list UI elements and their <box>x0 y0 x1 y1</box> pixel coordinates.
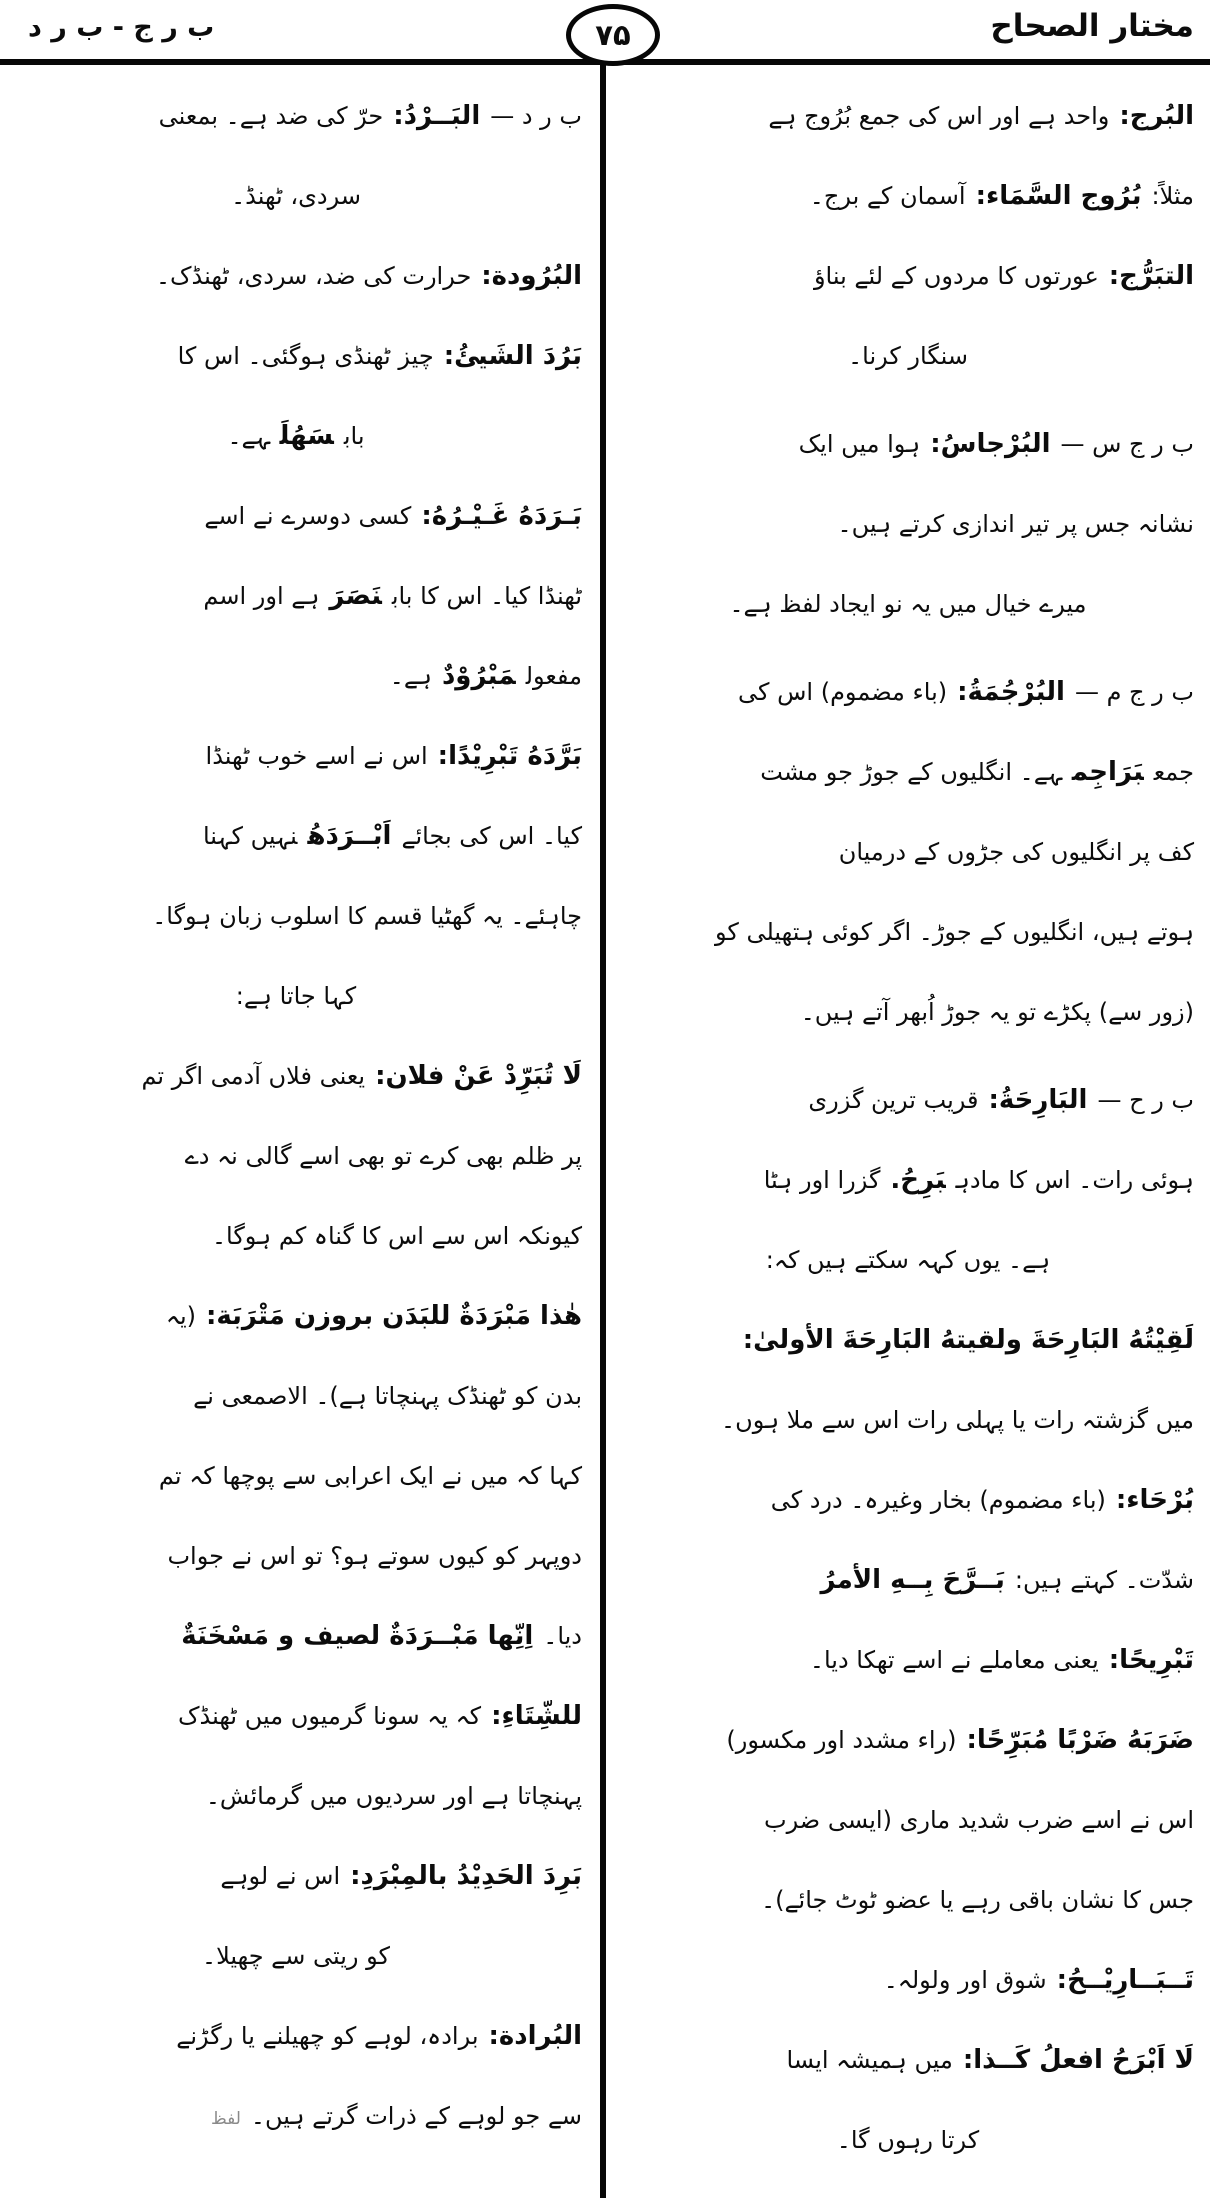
definition-text: عورتوں کا مردوں کے لئے بناؤ <box>813 262 1099 290</box>
definition-text: اس نے اسے خوب ٹھنڈا <box>205 742 428 770</box>
text-line <box>6 796 586 876</box>
line-prefix-text: کیا۔ اس کی بجائے <box>401 822 582 850</box>
definition-text: کہ یہ سونا گرمیوں میں ٹھنڈک <box>178 1702 482 1730</box>
text-line <box>618 156 1198 236</box>
text-line <box>618 236 1198 316</box>
text-line <box>618 732 1198 812</box>
text-line <box>6 236 586 316</box>
headword: بَرِحُ. <box>890 1165 946 1195</box>
headword: بَـرَدَهُ غَـيْـرُهُ: <box>421 501 582 531</box>
definition-text: کرتا رہوں گا۔ <box>836 2126 980 2154</box>
text-line <box>618 812 1198 892</box>
definition-text: یعنی معاملے نے اسے تھکا دیا۔ <box>809 1646 1099 1674</box>
headword: لَا تُبَرِّدْ عَنْ فلان: <box>375 1061 582 1091</box>
text-line <box>6 1836 586 1916</box>
headword: بَــرَّحَ بِــهِ الأمرُ <box>820 1565 1005 1595</box>
definition-text: سے جو لوہے کے ذرات گرتے ہیں۔ <box>250 2102 582 2130</box>
definition-text: (زور سے) پکڑے تو یہ جوڑ اُبھر آتے ہیں۔ <box>800 998 1194 1026</box>
headword: تَبْرِيحًا: <box>1108 1645 1194 1675</box>
line-prefix-text: مثلاً: <box>1151 182 1194 210</box>
text-line <box>618 1860 1198 1940</box>
text-line <box>618 1140 1198 1220</box>
headword: اَبْــرَدَهُ <box>307 821 392 851</box>
text-line <box>6 1196 586 1276</box>
text-line <box>618 1060 1198 1140</box>
line-prefix-text: جمع <box>1153 758 1194 786</box>
text-line <box>618 2020 1198 2100</box>
definition-text: (راء مشدد اور مکسور) <box>726 1726 957 1754</box>
definition-text: چیز ٹھنڈی ہوگئی۔ اس کا <box>177 342 434 370</box>
text-line <box>618 1300 1198 1380</box>
headword: البُرُودة: <box>481 261 582 291</box>
headword: بَرِدَ الحَدِيْدُ بالمِبْرَدِ: <box>350 1861 582 1891</box>
definition-text: حرّ کی ضد ہے۔ بمعنی <box>158 102 384 130</box>
line-prefix-text: ہوئی رات۔ اس کا مادہ <box>955 1166 1194 1194</box>
text-line <box>6 1436 586 1516</box>
definition-text: اس نے لوہے <box>220 1862 341 1890</box>
headword: البُرج: <box>1119 101 1194 131</box>
definition-text: کہا کہ میں نے ایک اعرابی سے پوچھا کہ تم <box>158 1462 582 1490</box>
line-prefix-text: مفعول <box>525 662 582 690</box>
headword: هٰذا مَبْرَدَةٌ للبَدَن بروزن مَتْرَبَة: <box>205 1301 582 1331</box>
text-line <box>6 476 586 556</box>
definition-text: واحد ہے اور اس کی جمع بُرُوج ہے <box>768 102 1110 130</box>
text-line <box>618 404 1198 484</box>
text-line <box>6 716 586 796</box>
text-line <box>618 1380 1198 1460</box>
definition-text: ہے۔ <box>389 662 432 690</box>
text-line <box>6 1996 586 2076</box>
definition-text: یعنی فلاں آدمی اگر تم <box>141 1062 366 1090</box>
text-line <box>6 316 586 396</box>
text-line <box>618 564 1198 644</box>
text-line <box>618 316 1198 396</box>
entry-range: ب ر ج - ب ر د <box>28 12 215 43</box>
headword: مَبْرُوْدٌ <box>441 661 516 691</box>
text-line <box>618 1780 1198 1860</box>
headword: البُرْجُمَةُ: <box>957 677 1065 707</box>
line-prefix-text: دیا۔ <box>543 1622 582 1650</box>
definition-text: ہے۔ انگلیوں کے جوڑ جو مشت <box>760 758 1062 786</box>
text-line <box>6 1356 586 1436</box>
page-number: ۷۵ <box>595 18 631 52</box>
definition-text: سردی، ٹھنڈ۔ <box>231 182 361 210</box>
text-line <box>6 1276 586 1356</box>
line-prefix-text: باب <box>343 422 365 450</box>
line-prefix-text: ٹھنڈا کیا۔ اس کا باب <box>391 582 582 610</box>
headword: لَا اَبْرَحُ افعلُ كَــذا: <box>962 2045 1194 2075</box>
text-line <box>618 1460 1198 1540</box>
definition-text: نشانہ جس پر تیر اندازی کرتے ہیں۔ <box>837 510 1194 538</box>
definition-text: گزرا اور ہٹا <box>763 1166 881 1194</box>
text-line <box>6 1916 586 1996</box>
definition-text: چاہئے۔ یہ گھٹیا قسم کا اسلوب زبان ہوگا۔ <box>152 902 582 930</box>
definition-text: میرے خیال میں یہ نو ایجاد لفظ ہے۔ <box>729 590 1087 618</box>
column-left <box>6 76 586 2194</box>
definition-text: اس نے اسے ضرب شدید ماری (ایسی ضرب <box>763 1806 1194 1834</box>
definition-text: (باء مضموم) اس کی <box>738 678 948 706</box>
definition-text: میں گزشتہ رات یا پہلی رات اس سے ملا ہوں۔ <box>721 1406 1194 1434</box>
headword: لَقِيْتُهُ البَارِحَةَ ولقيتهُ البَارِحَةَ الأولىٰ: <box>742 1325 1194 1355</box>
definition-text: جس کا نشان باقی رہے یا عضو ٹوٹ جائے)۔ <box>761 1886 1194 1914</box>
headword: بُرُوج السَّمَاء: <box>975 181 1142 211</box>
definition-text: (باء مضموم) بخار وغیرہ۔ درد کی <box>770 1486 1106 1514</box>
headword: بَرُدَ الشَیئُ: <box>443 341 582 371</box>
definition-text: قریب ترین گزری <box>808 1086 979 1114</box>
catchword: لفظ <box>210 2109 241 2129</box>
definition-text: کہا جاتا ہے: <box>235 982 357 1010</box>
definition-text: (یہ <box>165 1302 196 1330</box>
definition-text: میں ہمیشہ ایسا <box>786 2046 953 2074</box>
headword: نَصَرَ <box>329 581 382 611</box>
text-line <box>6 1516 586 1596</box>
line-prefix-text: ب ر ح — <box>1097 1086 1194 1114</box>
text-line <box>618 2100 1198 2180</box>
text-line <box>618 76 1198 156</box>
definition-text: نہیں کہنا <box>202 822 298 850</box>
definition-text: دوپہر کو کیوں سوتے ہو؟ تو اس نے جواب <box>167 1542 582 1570</box>
text-line <box>618 1700 1198 1780</box>
headword: البُرادة: <box>488 2021 582 2051</box>
text-line <box>6 2076 586 2156</box>
definition-text: شوق اور ولولہ۔ <box>883 1966 1047 1994</box>
definition-text: پہنچاتا ہے اور سردیوں میں گرمائش۔ <box>205 1782 582 1810</box>
line-prefix-text: ب ر ج س — <box>1060 430 1194 458</box>
text-line <box>6 956 586 1036</box>
definition-text: کو ریتی سے چھیلا۔ <box>202 1942 390 1970</box>
headword: بَرَاجِم <box>1071 757 1144 787</box>
text-line <box>618 892 1198 972</box>
headword: التبَرُّج: <box>1108 261 1194 291</box>
headword: بَرَّدَهُ تَبْرِيْدًا: <box>437 741 582 771</box>
text-line <box>6 1596 586 1676</box>
page-number-badge <box>566 4 660 66</box>
text-line <box>6 396 586 476</box>
text-line <box>618 652 1198 732</box>
headword: البَارِحَةُ: <box>988 1085 1088 1115</box>
definition-text: بدن کو ٹھنڈک پہنچاتا ہے)۔ الاصمعی نے <box>193 1382 582 1410</box>
text-line <box>6 1116 586 1196</box>
definition-text: ہے اور اسم <box>203 582 320 610</box>
definition-text: ہوتے ہیں، انگلیوں کے جوڑ۔ اگر کوئی ہتھیلی کو <box>715 918 1194 946</box>
text-line <box>618 1620 1198 1700</box>
definition-text: ہوا میں ایک <box>798 430 921 458</box>
line-prefix-text: ب ر ج م — <box>1074 678 1194 706</box>
headword: البُرْجاسُ: <box>930 429 1051 459</box>
text-line <box>618 972 1198 1052</box>
text-line <box>6 876 586 956</box>
definition-text: سنگار کرنا۔ <box>848 342 968 370</box>
line-prefix-text: شدّت۔ کہتے ہیں: <box>1014 1566 1194 1594</box>
text-line <box>618 484 1198 564</box>
line-prefix-text: ب ر د — <box>490 102 582 130</box>
text-line <box>618 1540 1198 1620</box>
book-title: مختار الصحاح <box>990 8 1194 44</box>
definition-text: آسمان کے برج۔ <box>809 182 966 210</box>
text-line <box>6 1036 586 1116</box>
definition-text: پر ظلم بھی کرے تو بھی اسے گالی نہ دے <box>184 1142 582 1170</box>
definition-text: برادہ، لوہے کو چھیلنے یا رگڑنے <box>176 2022 479 2050</box>
definition-text: کسی دوسرے نے اسے <box>204 502 412 530</box>
text-line <box>6 1676 586 1756</box>
headword: بُرْحَاء: <box>1115 1485 1194 1515</box>
text-line <box>6 76 586 156</box>
text-line <box>6 636 586 716</box>
headword: تَــبَــارِيْــحُ: <box>1056 1965 1194 1995</box>
headword: للشِّتَاءِ: <box>491 1701 582 1731</box>
text-line <box>6 556 586 636</box>
text-line <box>6 156 586 236</box>
text-line <box>6 1756 586 1836</box>
headword: سَهُلَ <box>279 421 334 451</box>
headword: اِنِّها مَبْــرَدَةٌ لصیف و مَسْخَنَةٌ <box>181 1621 534 1651</box>
headword: البَــرْدُ: <box>393 101 481 131</box>
definition-text: ہے۔ یوں کہہ سکتے ہیں کہ: <box>765 1246 1051 1274</box>
text-line <box>618 1220 1198 1300</box>
definition-text: حرارت کی ضد، سردی، ٹھنڈک۔ <box>155 262 472 290</box>
definition-text: کف پر انگلیوں کی جڑوں کے درمیان <box>838 838 1194 866</box>
headword: ضَرَبَهُ ضَرْبًا مُبَرِّحًا: <box>966 1725 1194 1755</box>
column-divider <box>600 63 606 2198</box>
definition-text: کیونکہ اس سے اس کا گناہ کم ہوگا۔ <box>211 1222 582 1250</box>
column-right <box>618 76 1198 2194</box>
text-line <box>618 1940 1198 2020</box>
definition-text: ہے۔ <box>227 422 270 450</box>
